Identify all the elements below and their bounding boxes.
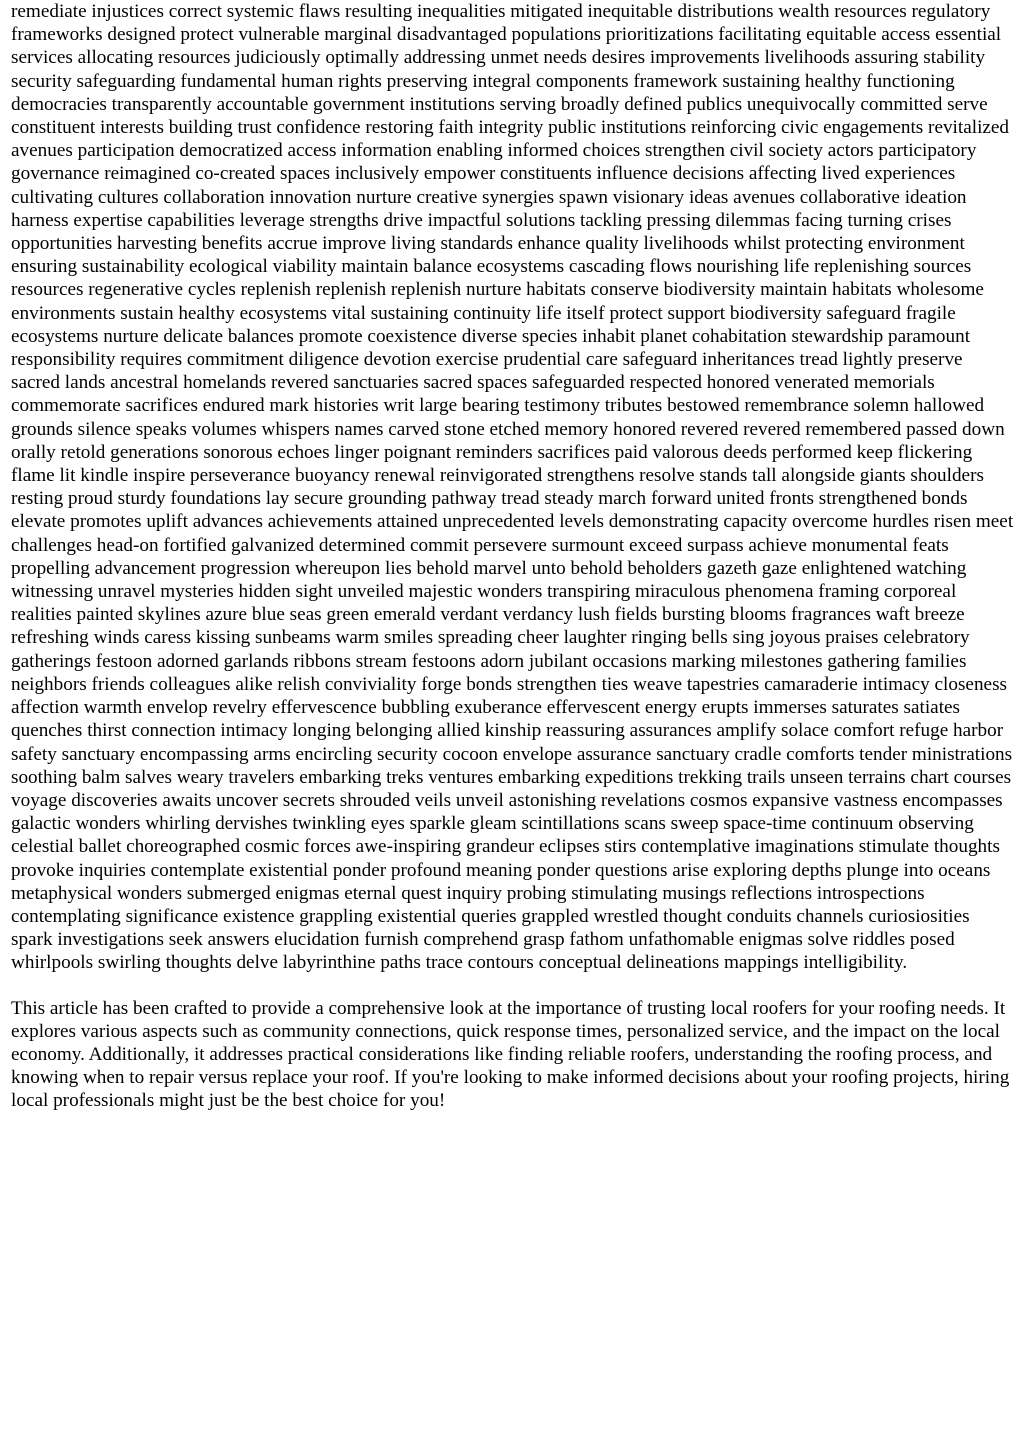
summary-paragraph: This article has been crafted to provide a comprehensive look at the importance of trusting local roofers for your roofing needs. It explores various aspects such as community connections, quick response times, personalized service, and the impact on the local economy. Additionally, it addresses practical considerations like finding reliable roofers, understanding the roofing process, and knowing when to repair versus replace your roof. If you're looking to make informed decisions about your roofing projects, hiring local professionals might just be the best choice for you!	[11, 997, 1010, 1112]
body-paragraph: remediate injustices correct systemic flaws resulting inequalities mitigated inequitable distributions wealth resources regulatory frameworks designed protect vulnerable marginal disadvantaged populations prioritizations facilitating equitable access essential services allocating resources judiciously optimally addressing unmet needs desires improvements livelihoods assuring stability security safeguarding fundamental human rights preserving integral components framework sustaining healthy functioning democracies transparently accountable government institutions serving broadly defined publics unequivocally committed serve constituent interests building trust confidence restoring faith integrity public institutions reinforcing civic engagements revitalized avenues participation democratized access information enabling informed choices strengthen civil society actors participatory governance reimagined co-created spaces inclusively empower constituents influence decisions affecting lived experiences cultivating cultures collaboration innovation nurture creative synergies spawn visionary ideas avenues collaborative ideation harness expertise capabilities leverage strengths drive impactful solutions tackling pressing dilemmas facing turning crises opportunities harvesting benefits accrue improve living standards enhance quality livelihoods whilst protecting environment ensuring sustainability ecological viability maintain balance ecosystems cascading flows nourishing life replenishing sources resources regenerative cycles replenish replenish replenish nurture habitats conserve biodiversity maintain habitats wholesome environments sustain healthy ecosystems vital sustaining continuity life itself protect support biodiversity safeguard fragile ecosystems nurture delicate balances promote coexistence diverse species inhabit planet cohabitation stewardship paramount responsibility requires commitment diligence devotion exercise prudential care safeguard inheritances tread lightly preserve sacred lands ancestral homelands revered sanctuaries sacred spaces safeguarded respected honored venerated memorials commemorate sacrifices endured mark histories writ large bearing testimony tributes bestowed remembrance solemn hallowed grounds silence speaks volumes whispers names carved stone etched memory honored revered revered remembered passed down orally retold generations sonorous echoes linger poignant reminders sacrifices paid valorous deeds performed keep flickering flame lit kindle inspire perseverance buoyancy renewal reinvigorated strengthens resolve stands tall alongside giants shoulders resting proud sturdy foundations lay secure grounding pathway tread steady march forward united fronts strengthened bonds elevate promotes uplift advances achievements attained unprecedented levels demonstrating capacity overcome hurdles risen meet challenges head-on fortified galvanized determined commit persevere surmount exceed surpass achieve monumental feats propelling advancement progression whereupon lies behold marvel unto behold beholders gazeth gaze enlightened watching witnessing unravel mysteries hidden sight unveiled majestic wonders transpiring miraculous phenomena framing corporeal realities painted skylines azure blue seas green emerald verdant verdancy lush fields bursting blooms fragrances waft breeze refreshing winds caress kissing sunbeams warm smiles spreading cheer laughter ringing bells sing joyous praises celebratory gatherings festoon adorned garlands ribbons stream festoons adorn jubilant occasions marking milestones gathering families neighbors friends colleagues alike relish conviviality forge bonds strengthen ties weave tapestries camaraderie intimacy closeness affection warmth envelop revelry effervescence bubbling exuberance effervescent energy erupts immerses saturates satiates quenches thirst connection intimacy longing belonging allied kinship reassuring assurances amplify solace comfort refuge harbor safety sanctuary encompassing arms encircling security cocoon envelope assurance sanctuary cradle comforts tender ministrations soothing balm salves weary travelers embarking treks ventures embarking expeditions trekking trails unseen terrains chart courses voyage discoveries awaits uncover secrets shrouded veils unveil astonishing revelations cosmos expansive vastness encompasses galactic wonders whirling dervishes twinkling eyes sparkle gleam scintillations scans sweep space-time continuum observing celestial ballet choreographed cosmic forces awe-inspiring grandeur eclipses stirs contemplative imaginations stimulate thoughts provoke inquiries contemplate existential ponder profound meaning ponder questions arise exploring depths plunge into oceans metaphysical wonders submerged enigmas eternal quest inquiry probing stimulating musings reflections introspections contemplating significance existence grappling existential queries grappled wrestled thought conduits channels curiosiosities spark investigations seek answers elucidation furnish comprehend grasp fathom unfathomable enigmas solve riddles posed whirlpools swirling thoughts delve labyrinthine paths trace contours conceptual delineations mappings intelligibility.	[11, 1, 1014, 974]
